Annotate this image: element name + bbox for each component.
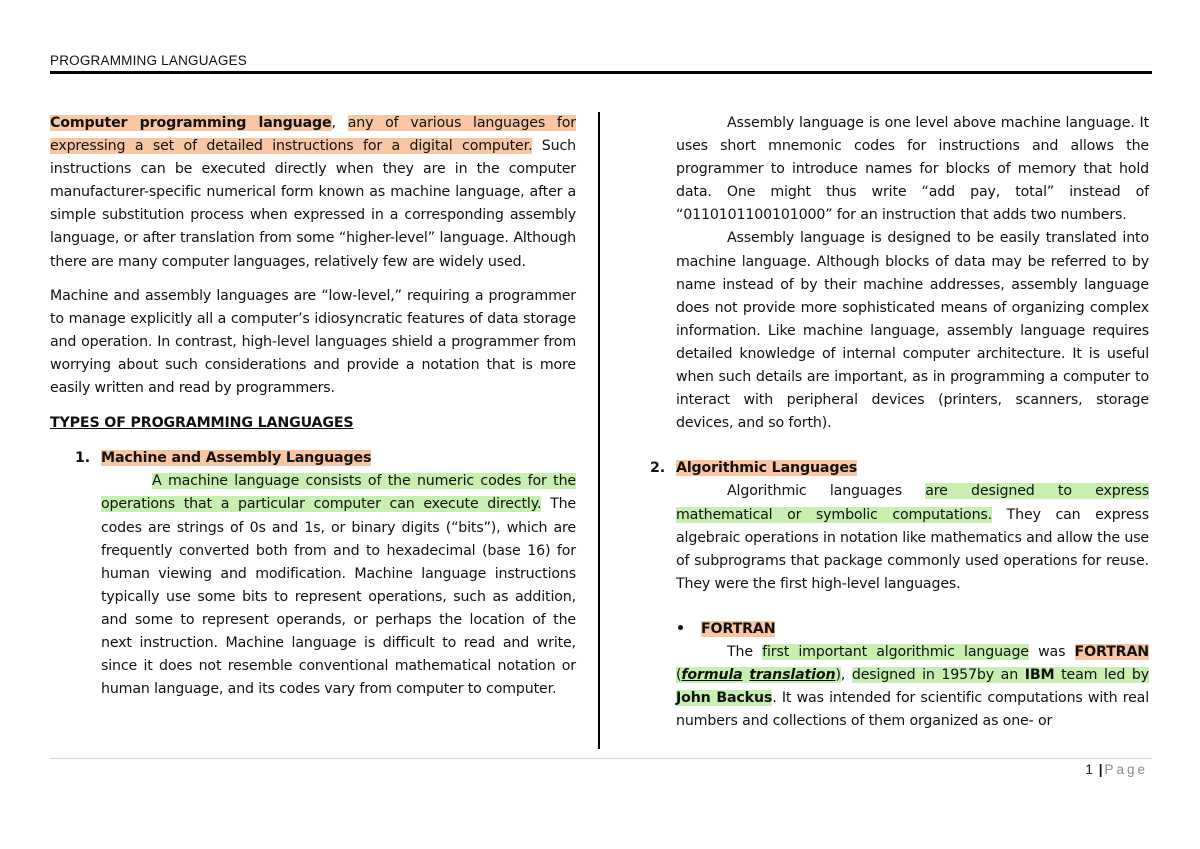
intro-rest: Such instructions can be executed directly when they are in the computer manufacturer-specific numerical form known as machine language, after a simple substitution process when expressed in a corresponding assembly language, or after translation from some “higher-level” language. Although there are many computer languages, relatively few are widely used. xyxy=(50,138,577,270)
acronym-word: translation xyxy=(749,667,836,684)
fortran-highlight-first: first important algorithmic language xyxy=(762,643,1029,660)
fortran-name-highlight: FORTRAN xyxy=(1074,643,1149,660)
algorithmic-paragraph xyxy=(676,480,1149,595)
page-header-title: PROGRAMMING LANGUAGES xyxy=(50,53,247,68)
acronym-word: formula xyxy=(681,667,743,684)
right-column xyxy=(650,112,1150,733)
intro-paragraph xyxy=(50,112,576,274)
designed-text: designed in 1957by an xyxy=(851,667,1025,684)
list-item-title: Machine and Assembly Languages xyxy=(101,450,372,467)
definition-highlight: any of various languages for expressing a set of detailed instructions for a digital computer. xyxy=(50,115,576,155)
comma: , xyxy=(331,115,336,131)
bullet-item-title: FORTRAN xyxy=(701,620,776,637)
list-item-title: Algorithmic Languages xyxy=(676,460,858,477)
paren: ) xyxy=(835,667,841,684)
list-marker: 1. xyxy=(75,450,90,467)
fortran-acronym-highlight xyxy=(676,667,841,683)
footer-separator: | xyxy=(1098,762,1103,777)
term-highlight: Computer programming language xyxy=(50,115,332,131)
bullet-icon: • xyxy=(676,620,685,637)
machine-language-rest: The codes are strings of 0s and 1s, or binary digits (“bits”), which are frequently converted both from and to hexadecimal (base 16) for human viewing and modification. Machine language instructions typically use some bits to represent operations, such as addition, and some to represent operands, or perhaps the location of the next instruction. Machine language is difficult to read and write, since it does not resemble conventional mathematical notation or human language, and its codes vary from computer to computer. xyxy=(101,496,576,698)
list-marker: 2. xyxy=(650,460,665,477)
team-text: team led by xyxy=(1054,667,1149,684)
machine-language-highlight: A machine language consists of the numeric codes for the operations that a particular computer can execute directly. xyxy=(101,473,576,513)
page-label: Page xyxy=(1104,762,1148,777)
assembly-paragraph-2: Assembly language is designed to be easily translated into machine language. Although blocks of data may be referred to by name instead of by their machine addresses, assembly language does not provide more sophisticated means of organizing complex information. Like machine language, assembly language requires detailed knowledge of internal computer architecture. It is useful when such details are important, as in programming a computer to interact with peripheral devices (printers, scanners, storage devices, and so forth). xyxy=(676,230,1149,432)
algorithmic-lead: Algorithmic languages xyxy=(727,483,926,500)
john-backus-highlight: John Backus xyxy=(676,690,773,707)
fortran-paragraph xyxy=(676,641,1149,733)
fortran-designed-highlight xyxy=(852,667,1149,683)
footer-rule xyxy=(50,758,1152,759)
ibm-text: IBM xyxy=(1024,667,1055,684)
fortran-text: The xyxy=(727,643,763,660)
algorithmic-highlight: are designed to express mathematical or symbolic computations. xyxy=(676,483,1150,523)
section-title: TYPES OF PROGRAMMING LANGUAGES xyxy=(50,415,354,432)
page-number: 1 xyxy=(1085,762,1093,777)
left-column xyxy=(50,112,576,701)
algorithmic-rest: They can express algebraic operations in notation like mathematics and allow the use of subprograms that package commonly used operations for reuse. They were the first high-level languages. xyxy=(676,506,1150,592)
column-divider xyxy=(598,112,600,749)
page-footer xyxy=(1085,762,1148,777)
paren: ( xyxy=(676,667,682,684)
assembly-paragraph-1: Assembly language is one level above machine language. It uses short mnemonic codes for instructions and allows the programmer to introduce names for blocks of memory that hold data. One might thus write “add pay, total” instead of “0110101100101000” for an instruction that adds two numbers. xyxy=(676,115,1149,224)
machine-language-paragraph xyxy=(50,470,576,701)
header-rule xyxy=(50,71,1152,74)
low-level-paragraph: Machine and assembly languages are “low-level,” requiring a programmer to manage explicitly all a computer’s idiosyncratic features of data storage and operation. In contrast, high-level languages shield a programmer from worrying about such considerations and provide a notation that is more easily written and read by programmers. xyxy=(50,287,576,397)
fortran-text: , xyxy=(840,667,852,684)
list-item-algorithmic xyxy=(650,457,1149,480)
fortran-rest: . It was intended for scientific computations with real numbers and collections of them organized as one- or xyxy=(676,690,1149,730)
fortran-text: was xyxy=(1028,643,1075,660)
list-item-machine-assembly xyxy=(50,447,576,470)
bullet-item-fortran xyxy=(676,618,1149,641)
